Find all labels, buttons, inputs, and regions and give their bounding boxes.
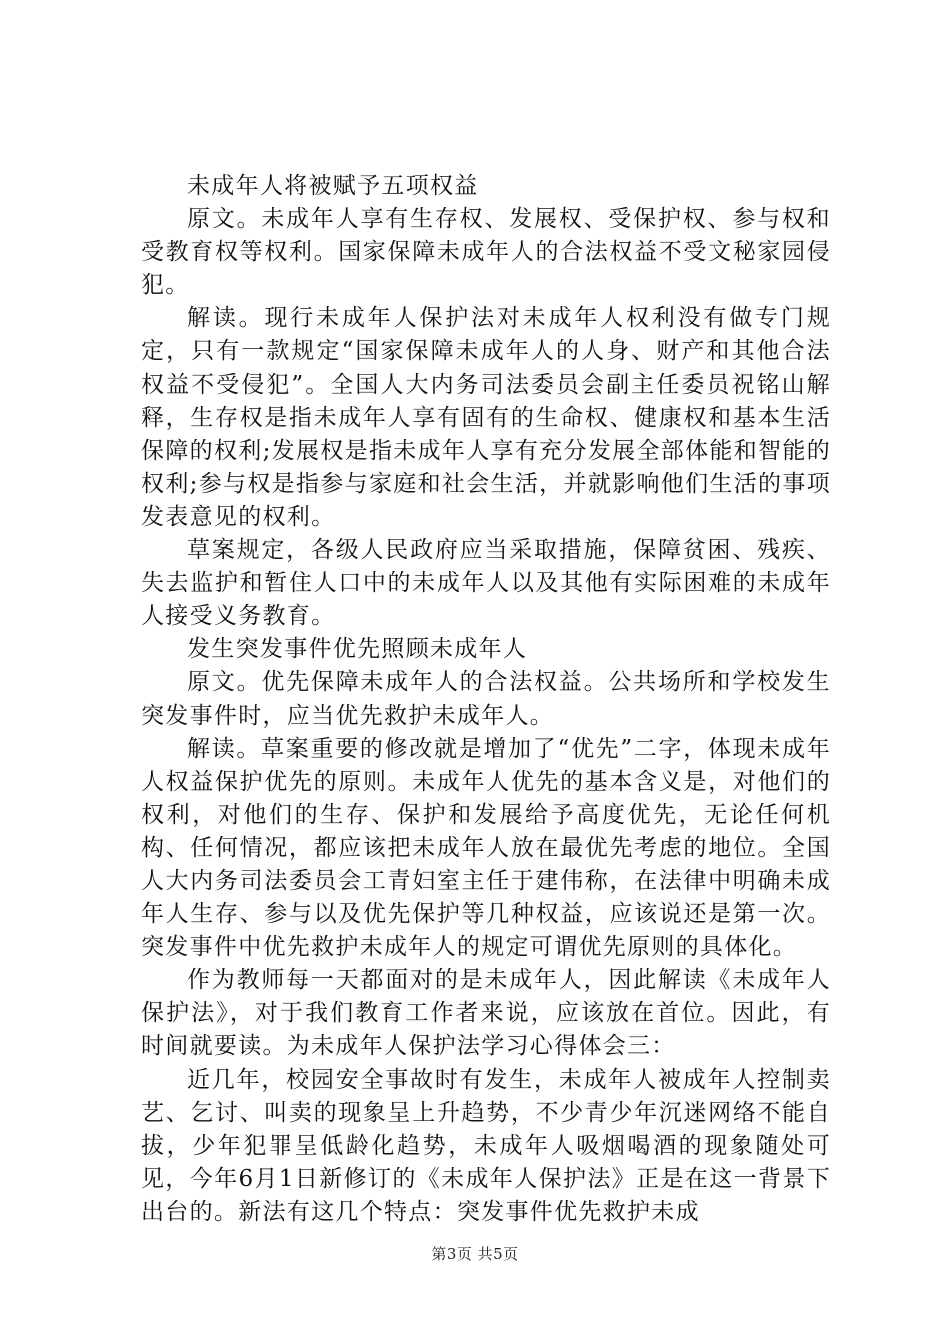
paragraph-interpretation-1: 解读。现行未成年人保护法对未成年人权利没有做专门规定，只有一款规定“国家保障未成年人的人身、财产和其他合法权益不受侵犯”。全国人大内务司法委员会副主任委员祝铭山解释，生存权是指未成年人享有固有的生命权、健康权和基本生活保障的权利;发展权是指未成年人享有充分发展全部体能和智能的权利;参与权是指参与家庭和社会生活，并就影响他们生活的事项发表意见的权利。 xyxy=(141,305,831,530)
paragraph-recent-years: 近几年，校园安全事故时有发生，未成年人被成年人控制卖艺、乞讨、叫卖的现象呈上升趋势，不少青少年沉迷网络不能自拔，少年犯罪呈低龄化趋势，未成年人吸烟喝酒的现象随处可见，今年6月1日新修订的《未成年人保护法》正是在这一背景下出台的。新法有这几个特点：突发事件优先救护未成 xyxy=(141,1066,831,1225)
section-heading-emergency-priority: 发生突发事件优先照顾未成年人 xyxy=(187,636,528,663)
paragraph-draft-provision: 草案规定，各级人民政府应当采取措施，保障贫困、残疾、失去监护和暂住人口中的未成年人以及其他有实际困难的未成年人接受义务教育。 xyxy=(141,537,831,630)
paragraph-original-text-2: 原文。优先保障未成年人的合法权益。公共场所和学校发生突发事件时，应当优先救护未成年人。 xyxy=(141,669,831,729)
page-number-footer: 第3页 共5页 xyxy=(431,1245,519,1263)
paragraph-teacher-reflection: 作为教师每一天都面对的是未成年人，因此解读《未成年人保护法》，对于我们教育工作者来说，应该放在首位。因此，有时间就要读。为未成年人保护法学习心得体会三： xyxy=(141,967,831,1060)
section-heading-five-rights: 未成年人将被赋予五项权益 xyxy=(187,173,479,199)
paragraph-interpretation-2: 解读。草案重要的修改就是增加了“优先”二字，体现未成年人权益保护优先的原则。未成年人优先的基本含义是，对他们的权利，对他们的生存、保护和发展给予高度优先，无论任何机构、任何情况，都应该把未成年人放在最优先考虑的地位。全国人大内务司法委员会工青妇室主任于建伟称，在法律中明确未成年人生存、参与以及优先保护等几种权益，应该说还是第一次。突发事件中优先救护未成年人的规定可谓优先原则的具体化。 xyxy=(141,735,831,961)
document-body xyxy=(141,170,831,1229)
paragraph-original-text-1: 原文。未成年人享有生存权、发展权、受保护权、参与权和受教育权等权利。国家保障未成年人的合法权益不受文秘家园侵犯。 xyxy=(141,206,831,299)
